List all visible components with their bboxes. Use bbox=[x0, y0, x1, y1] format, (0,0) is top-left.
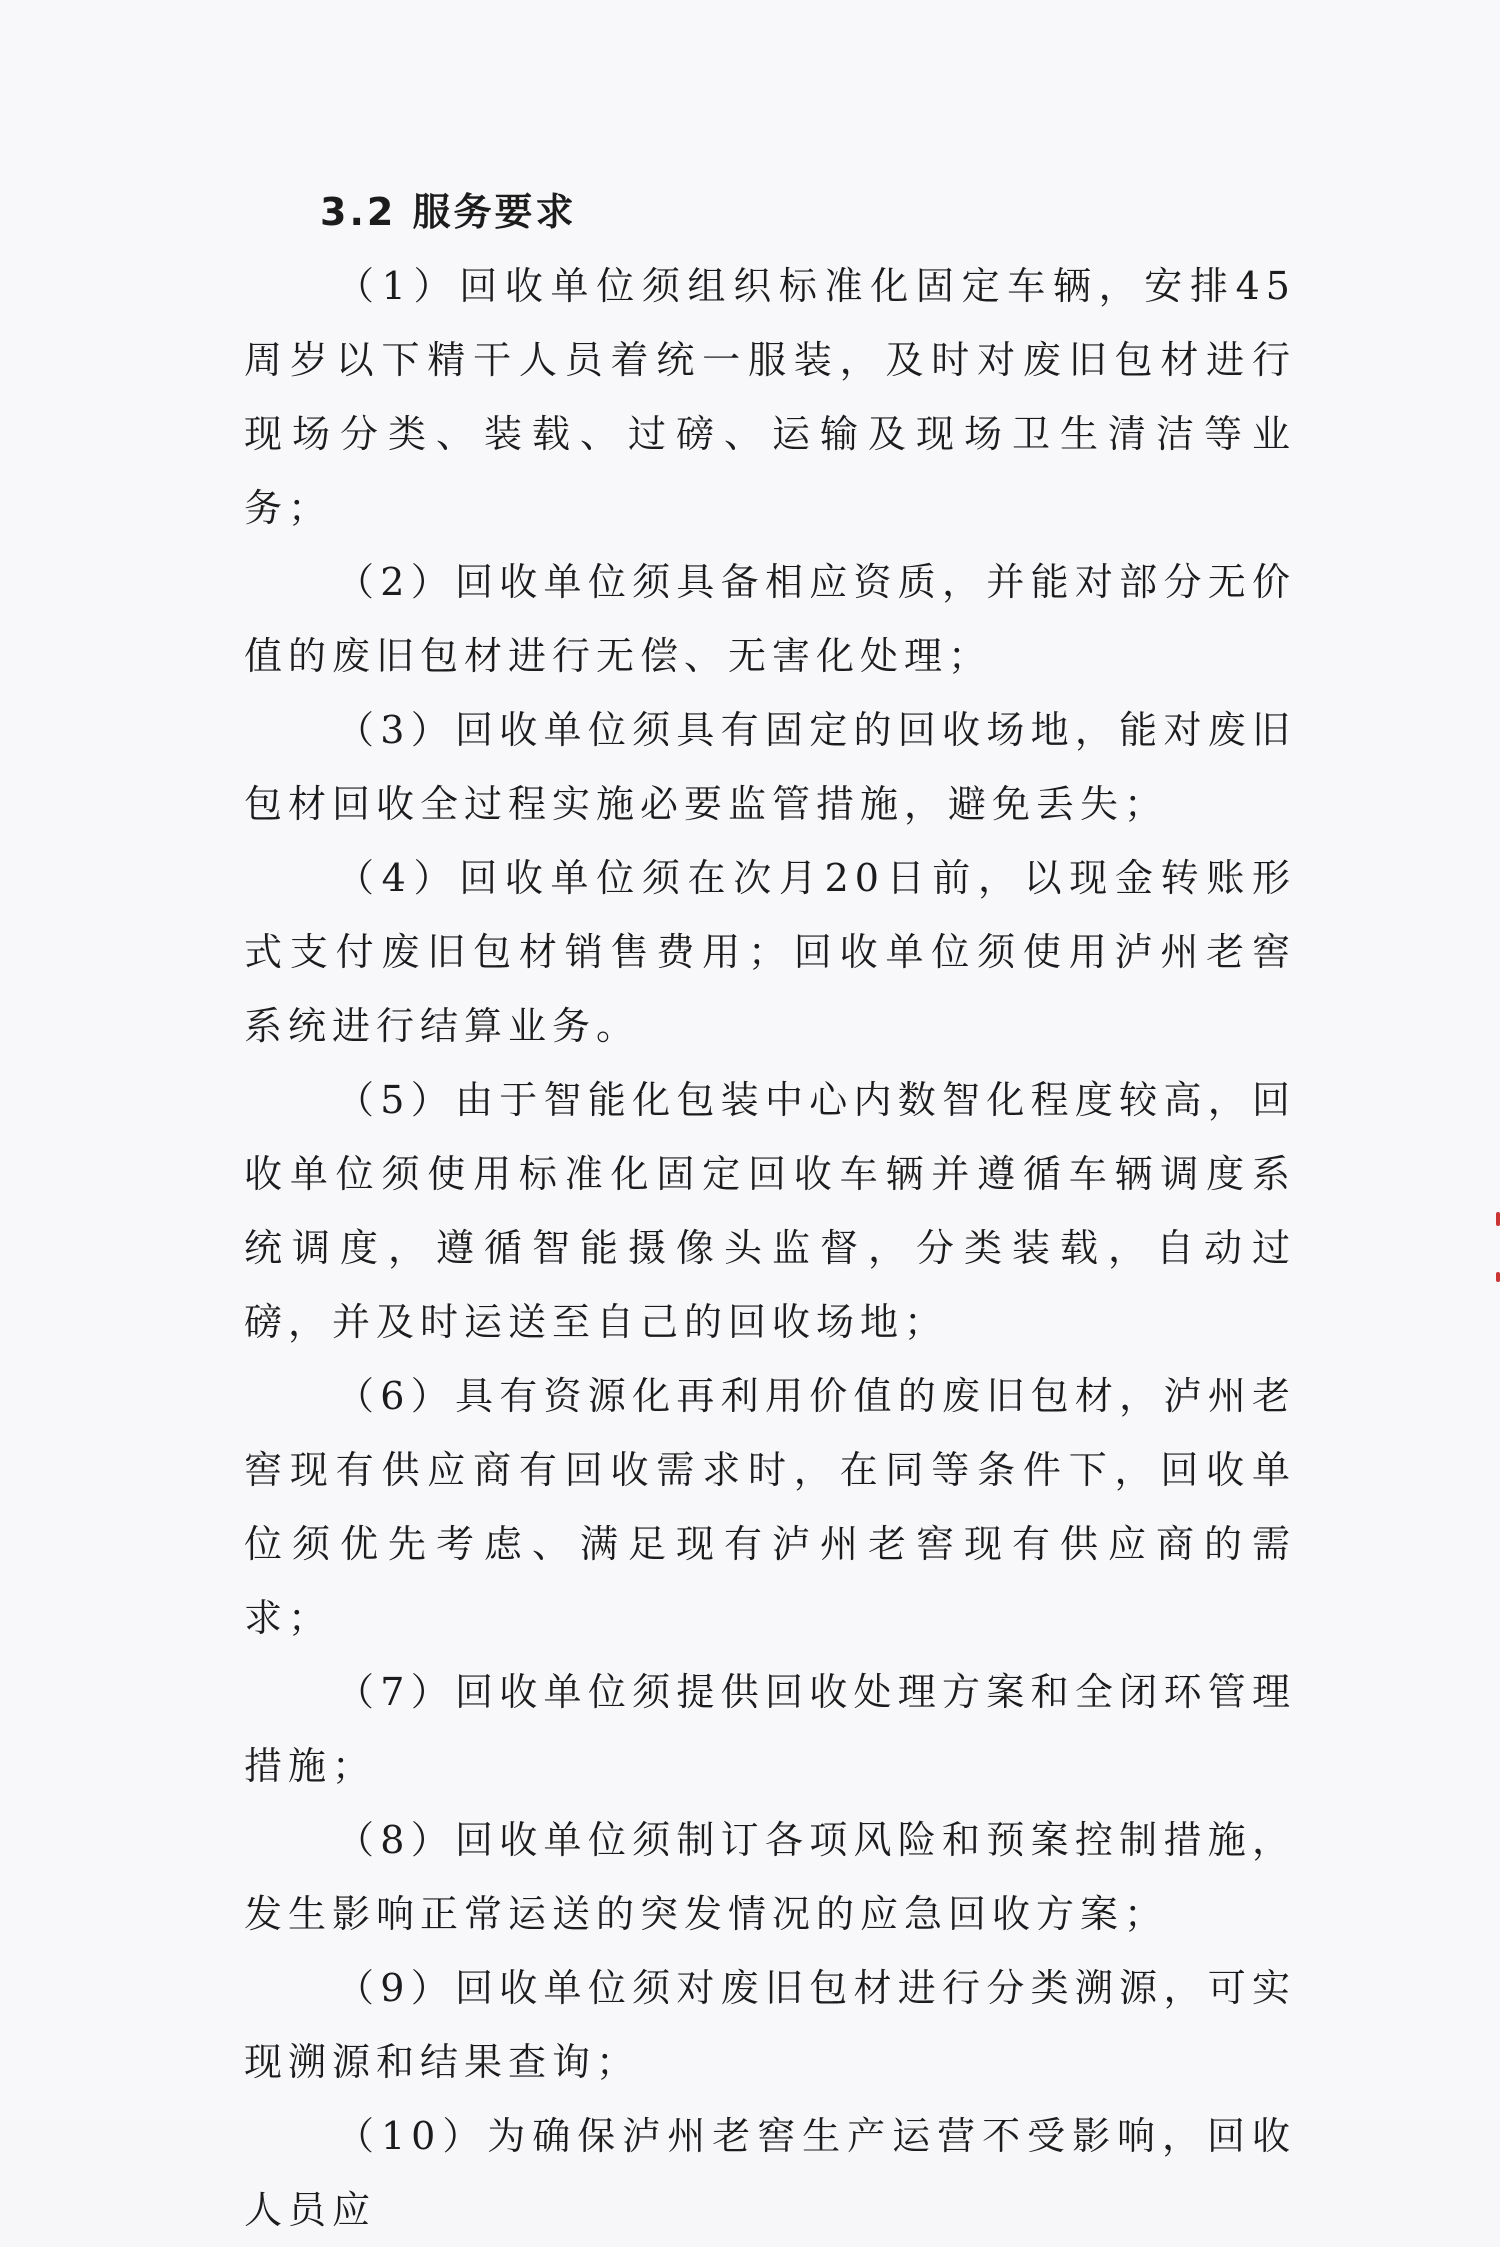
paragraph-5: （5）由于智能化包装中心内数智化程度较高，回收单位须使用标准化固定回收车辆并遵循车辆调度系统调度，遵循智能摄像头监督，分类装载，自动过磅，并及时运送至自己的回收场地； bbox=[244, 1078, 1296, 1344]
paragraph-2: （2）回收单位须具备相应资质，并能对部分无价值的废旧包材进行无偿、无害化处理； bbox=[244, 560, 1296, 678]
paragraph-7: （7）回收单位须提供回收处理方案和全闭环管理措施； bbox=[244, 1670, 1296, 1788]
paragraph-6: （6）具有资源化再利用价值的废旧包材，泸州老窖现有供应商有回收需求时，在同等条件下，回收单位须优先考虑、满足现有泸州老窖现有供应商的需求； bbox=[244, 1374, 1296, 1640]
paragraph-10: （10）为确保泸州老窖生产运营不受影响，回收人员应 bbox=[244, 2114, 1296, 2232]
document-body bbox=[244, 175, 1296, 2247]
paragraph-8: （8）回收单位须制订各项风险和预案控制措施，发生影响正常运送的突发情况的应急回收方案； bbox=[244, 1818, 1296, 1936]
section-heading: 3.2 服务要求 bbox=[320, 190, 577, 234]
edge-mark-1 bbox=[1496, 1212, 1500, 1226]
paragraph-3: （3）回收单位须具有固定的回收场地，能对废旧包材回收全过程实施必要监管措施，避免丢失； bbox=[244, 708, 1296, 826]
paragraph-4: （4）回收单位须在次月20日前，以现金转账形式支付废旧包材销售费用；回收单位须使用泸州老窖系统进行结算业务。 bbox=[244, 856, 1296, 1048]
paragraph-1: （1）回收单位须组织标准化固定车辆，安排45周岁以下精干人员着统一服装，及时对废旧包材进行现场分类、装载、过磅、运输及现场卫生清洁等业务； bbox=[244, 264, 1296, 530]
paragraph-9: （9）回收单位须对废旧包材进行分类溯源，可实现溯源和结果查询； bbox=[244, 1966, 1296, 2084]
edge-mark-2 bbox=[1496, 1272, 1500, 1282]
